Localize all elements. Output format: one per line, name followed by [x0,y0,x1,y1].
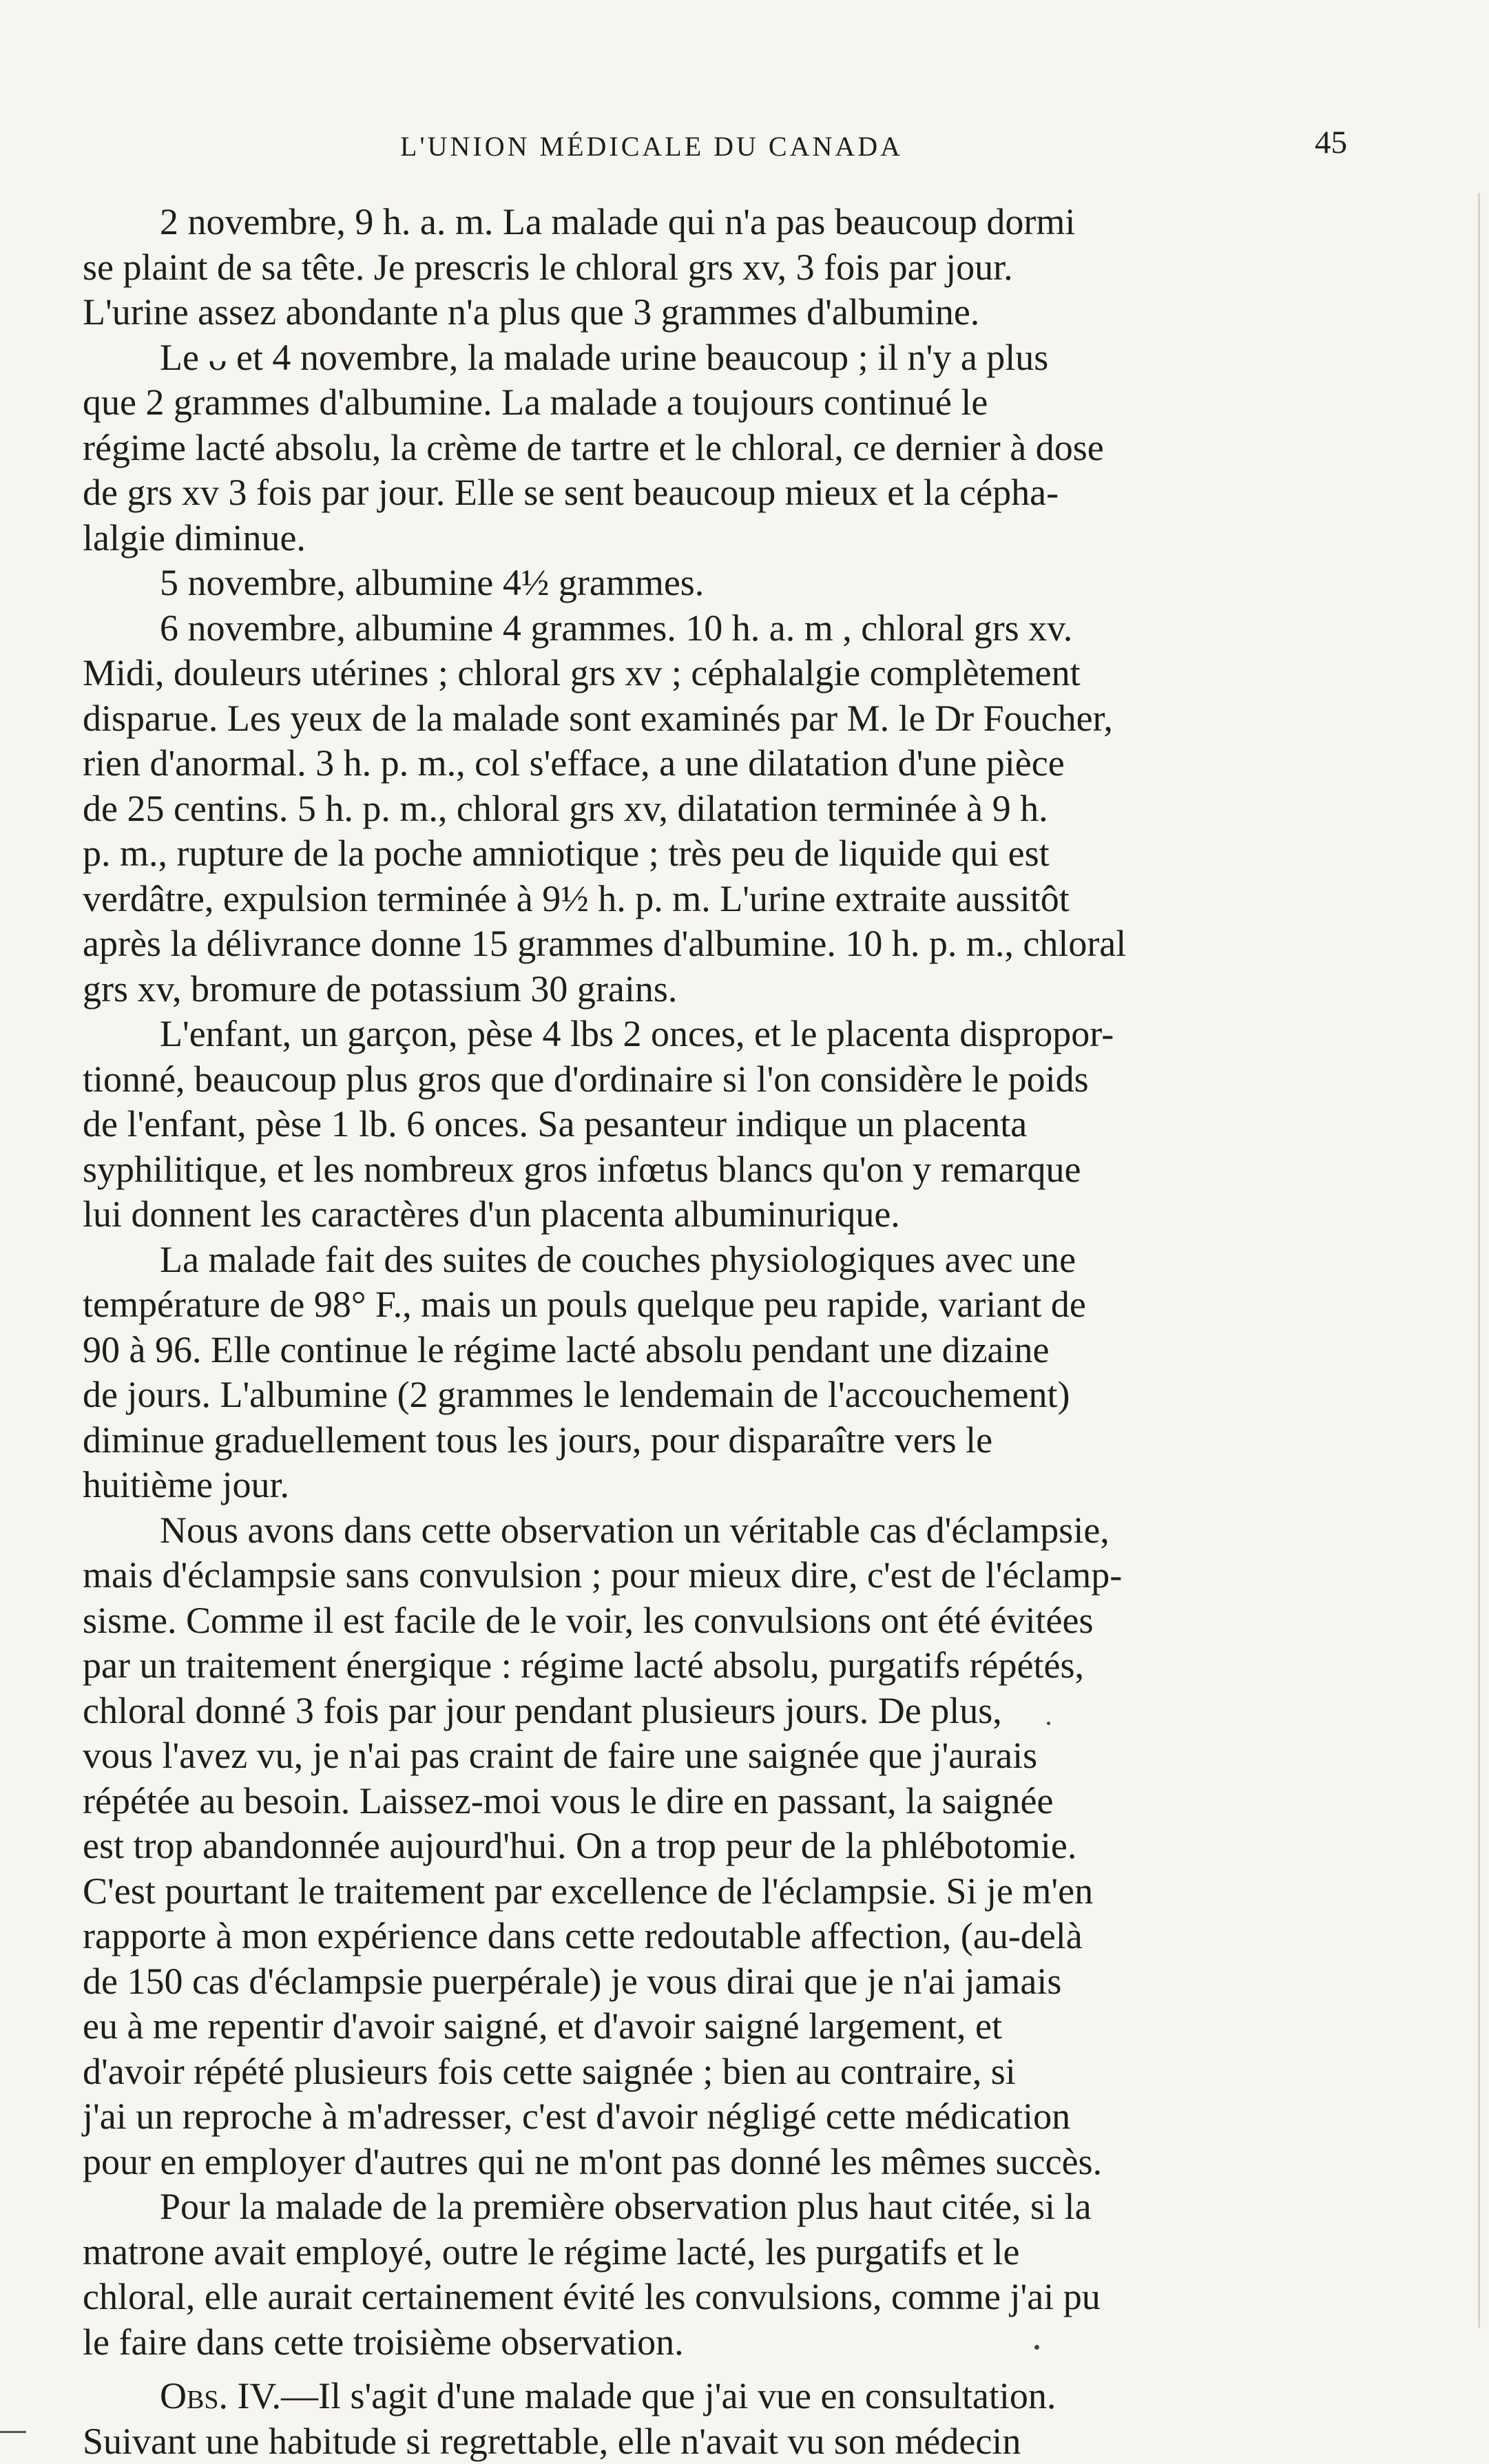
paragraph-nov-3-4: Le ᴗ et 4 novembre, la malade urine beaucoup ; il n'y a plus que 2 grammes d'albumine. La malade a toujours continué le régime lacté absolu, la crème de tartre et le chloral, ce dernier à dose de grs xv 3 fois par jour. Elle se sent beaucoup mieux et la cépha- lalgie diminue. [83,336,1104,558]
print-speck-small [1047,1722,1050,1725]
running-head: L'UNION MÉDICALE DU CANADA [400,131,904,162]
obs-iv-text: —Il s'agit d'une malade que j'ai vue en consultation. Suivant une habitude si regrettable, elle n'avait vu son médecin [83,2375,1056,2462]
page-edge-shadow [1478,193,1480,2328]
scan-corner-mark [0,2431,26,2433]
body-text [83,200,1360,2464]
paragraph-gap [83,2365,1360,2374]
paragraph-observation-discussion: Nous avons dans cette observation un véritable cas d'éclampsie, mais d'éclampsie sans convulsion ; pour mieux dire, c'est de l'éclamp- sisme. Comme il est facile de le voir, les convulsions ont été évitées par un traitement énergique : régime lacté absolu, purgatifs répétés, chloral donné 3 fois par jour pendant plusieurs jours. De plus, vous l'avez vu, je n'ai pas craint de faire une saignée que j'aurais répétée au besoin. Laissez-moi vous le dire en passant, la saignée est trop abandonnée aujourd'hui. On a trop peur de la phlébotomie. C'est pourtant le traitement par excellence de l'éclampsie. Si je m'en rapporte à mon expérience dans cette redoutable affection, (au-delà de 150 cas d'éclampsie puerpérale) je vous dirai que je n'ai jamais eu à me repentir d'avoir saigné, et d'avoir saigné largement, et d'avoir répété plusieurs fois cette saignée ; bien au contraire, si j'ai un reproche à m'adresser, c'est d'avoir négligé cette médication pour en employer d'autres qui ne m'ont pas donné les mêmes succès. [83,1509,1123,2182]
paragraph-obs-iv [83,2374,1360,2464]
paragraph-nov-2: 2 novembre, 9 h. a. m. La malade qui n'a pas beaucoup dormi se plaint de sa tête. Je prescris le chloral grs xv, 3 fois par jour. L'urine assez abondante n'a plus que 3 grammes d'albumine. [83,201,1076,333]
paragraph-recovery: La malade fait des suites de couches physiologiques avec une température de 98° F., mais un pouls quelque peu rapide, variant de 90 à 96. Elle continue le régime lacté absolu pendant une dizaine de jours. L'albumine (2 grammes le lendemain de l'accouchement) diminue graduellement tous les jours, pour disparaître vers le huitième jour. [83,1238,1086,1505]
paragraph-nov-6: 6 novembre, albumine 4 grammes. 10 h. a. m , chloral grs xv. Midi, douleurs utérines ; chloral grs xv ; céphalalgie complètement disparue. Les yeux de la malade sont examinés par M. le Dr Foucher, rien d'anormal. 3 h. p. m., col s'efface, a une dilatation d'une pièce de 25 centins. 5 h. p. m., chloral grs xv, dilatation terminée à 9 h. p. m., rupture de la poche amniotique ; très peu de liquide qui est verdâtre, expulsion terminée à 9½ h. p. m. L'urine extraite aussitôt après la délivrance donne 15 grammes d'albumine. 10 h. p. m., chloral grs xv, bromure de potassium 30 grains. [83,607,1127,1010]
paragraph-first-patient: Pour la malade de la première observation plus haut citée, si la matrone avait employé, outre le régime lacté, les purgatifs et le chloral, elle aurait certainement évité les convulsions, comme j'ai pu le faire dans cette troisième observation. [83,2186,1101,2363]
obs-iv-label: Obs. IV. [160,2375,281,2416]
print-speck [1034,2345,1039,2350]
paragraph-nov-5: 5 novembre, albumine 4½ grammes. [160,562,705,603]
page-number: 45 [1315,125,1347,160]
paragraph-infant: L'enfant, un garçon, pèse 4 lbs 2 onces, et le placenta dispropor- tionné, beaucoup plus gros que d'ordinaire si l'on considère le poids de l'enfant, pèse 1 lb. 6 onces. Sa pesanteur indique un placenta syphilitique, et les nombreux gros infœtus blancs qu'on y remarque lui donnent les caractères d'un placenta albuminurique. [83,1013,1114,1235]
